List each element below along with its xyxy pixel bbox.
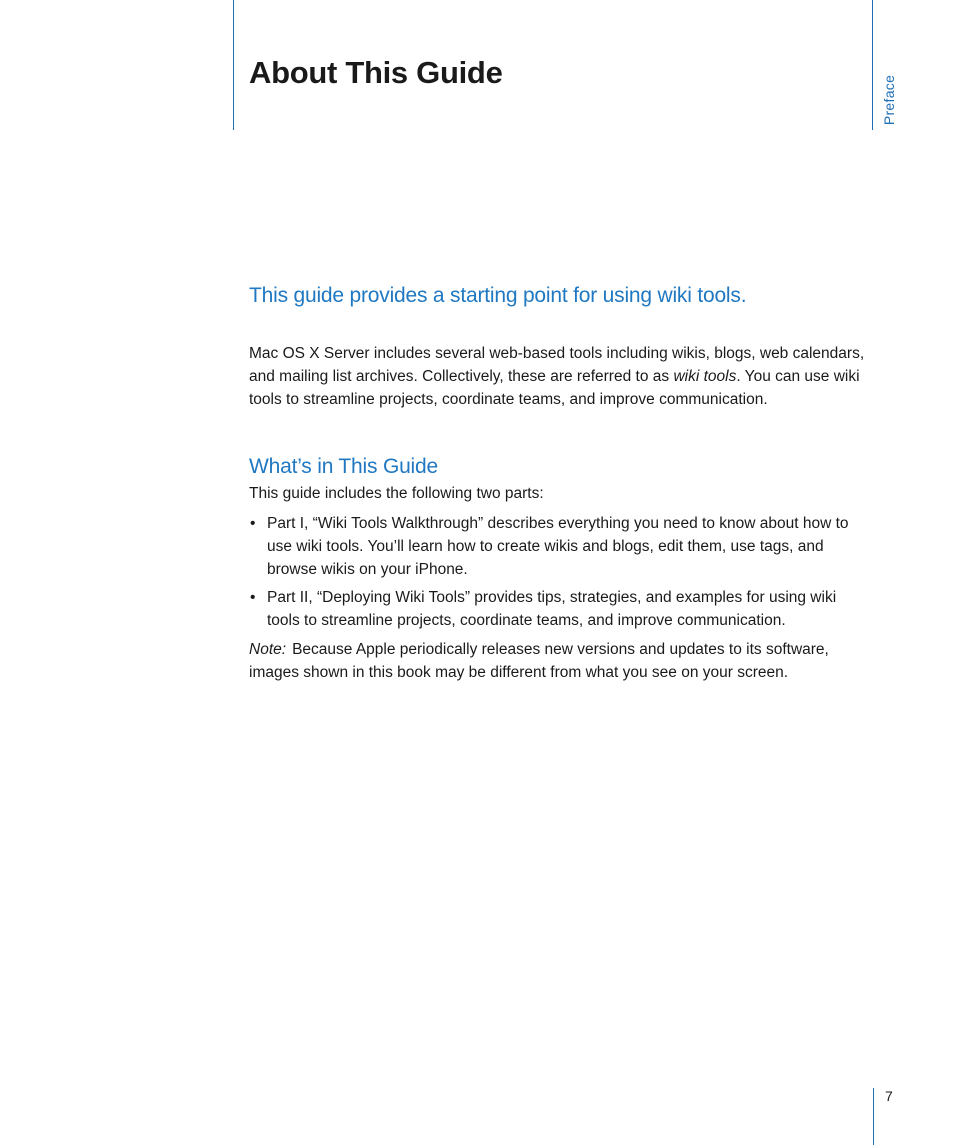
parts-list xyxy=(249,512,867,632)
bullet-icon: • xyxy=(250,515,256,532)
main-content xyxy=(249,282,867,684)
intro-paragraph xyxy=(249,342,867,411)
intro-text-after: . You can use wiki tools to streamline projects, coordinate teams, and improve communication. xyxy=(249,368,860,408)
list-item-text: Part I, “Wiki Tools Walkthrough” describes everything you need to know about how to use wiki tools. You’ll learn how to create wikis and blogs, edit them, use tags, and browse wikis on your iPhone. xyxy=(267,515,849,578)
lead-statement: This guide provides a starting point for using wiki tools. xyxy=(249,284,747,307)
note-paragraph xyxy=(249,638,867,684)
page-number: 7 xyxy=(885,1088,893,1104)
list-item-text: Part II, “Deploying Wiki Tools” provides tips, strategies, and examples for using wiki tools to streamline projects, coordinate teams, and improve communication. xyxy=(267,589,837,629)
header-left-rule xyxy=(233,0,234,130)
intro-text-before: Mac OS X Server includes several web-based tools including wikis, blogs, web calendars, and mailing list archives. Collectively, these are referred to as xyxy=(249,345,865,385)
section-intro: This guide includes the following two parts: xyxy=(249,485,544,502)
intro-term: wiki tools xyxy=(673,368,737,385)
footer-rule xyxy=(873,1088,874,1145)
chapter-tab-label: Preface xyxy=(881,74,897,126)
bullet-icon: • xyxy=(250,589,256,606)
note-label: Note: xyxy=(249,641,287,658)
header-right-rule xyxy=(872,0,873,130)
list-item xyxy=(249,512,867,581)
note-text: Because Apple periodically releases new versions and updates to its software, images shown in this book may be different from what you see on your screen. xyxy=(249,641,829,681)
section-heading: What’s in This Guide xyxy=(249,455,438,478)
list-item xyxy=(249,586,867,632)
page-title: About This Guide xyxy=(249,55,503,90)
